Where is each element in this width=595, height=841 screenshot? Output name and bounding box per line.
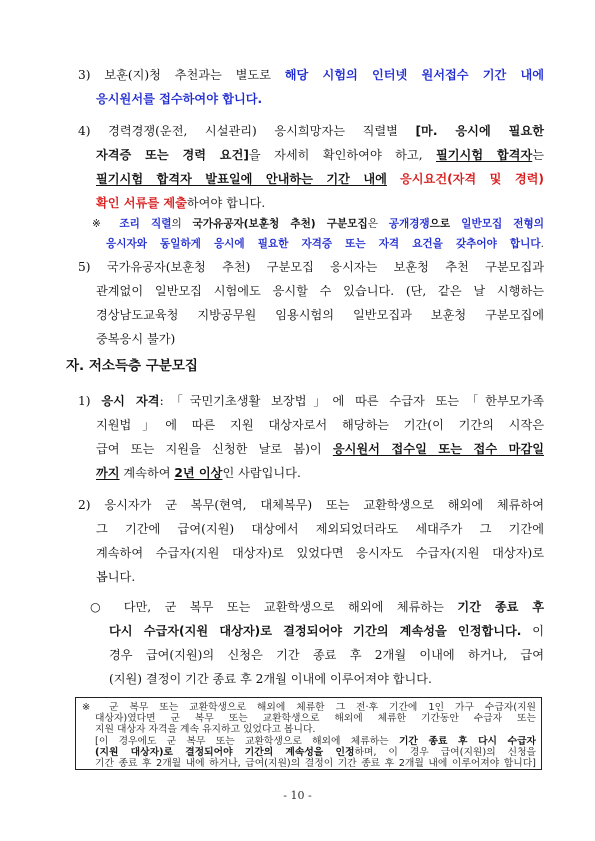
text: 기간 종료 후 2개월 내에 하거나, 급여(지원)의 결정이 기간 종료 후 2개월 내에 이루어져야 합니다] (95, 758, 536, 769)
text (387, 172, 400, 186)
bullet-line1 (90, 598, 544, 616)
text: (지원) 결정이 기간 종료 후 2개월 이내에 이루어져야 합니다. (109, 672, 432, 686)
item4-line1 (78, 122, 544, 140)
text: 인 사람입니다. (222, 466, 301, 480)
underlined-bold-text: 까지 (96, 466, 120, 480)
bold-text: 다시 수급자(지원 대상자)로 결정되어야 기간의 계속성을 인정합니다. (109, 624, 522, 638)
sub1-line2 (96, 416, 544, 434)
note-line2 (106, 236, 544, 252)
underlined-bold-text: 필기시험 합격자 발표일에 안내하는 기간 내에 (96, 172, 387, 186)
bold-text: 국가유공자(보훈청 추천) 구분모집 (192, 218, 368, 230)
text: 중복응시 불가) (96, 332, 176, 346)
bullet-line3 (109, 646, 544, 664)
text: 하여야 합니다. (186, 196, 266, 210)
text: 지원법」에 따른 지원 대상자로서 해당하는 기간(이 기간의 시작은 (96, 418, 544, 432)
bold-text: 응시 자격 (101, 394, 160, 408)
sub2-line3 (96, 544, 544, 562)
underlined-bold-text: 응시원서 접수일 또는 접수 마감일 (332, 442, 545, 456)
text: 지원 대상자 자격을 계속 유지하고 있었다고 봅니다. (95, 724, 316, 735)
reference-mark: ※ (92, 218, 109, 230)
text: 경상남도교육청 지방공무원 임용시험의 일반모집과 보훈청 구분모집에 (96, 308, 544, 322)
text: 2) 응시자가 군 복무(현역, 대체복무) 또는 교환학생으로 해외에 체류하여 (78, 498, 544, 512)
text: ※ 군 복무 또는 교환학생으로 해외에 체류한 그 전·후 기간에 1인 가구 수급자(지원 (82, 702, 536, 713)
text: 4) 경력경쟁(운전, 시설관리) 응시희망자는 직렬별 (78, 124, 416, 138)
text: 의 (171, 218, 193, 230)
box-line6 (95, 757, 536, 771)
text: ○ 다만, 군 복무 또는 교환학생으로 해외에 체류하는 (90, 600, 458, 614)
highlight-text: 조리 직렬 (108, 218, 172, 230)
bold-text: (지원 대상자)로 결정되어야 기간의 계속성을 인정 (95, 747, 355, 758)
text: 경우 급여(지원)의 신청은 기간 종료 후 2개월 이내에 하거나, 급여 (109, 648, 544, 662)
bullet-line4 (109, 670, 544, 688)
text: 급여 또는 지원을 신청한 날로 봄)이 (96, 442, 333, 456)
sub1-line4 (96, 464, 544, 482)
highlight-text: 일반모집 전형의 (461, 218, 545, 230)
underlined-bold-text: 2년 이상 (174, 466, 223, 480)
text: . (540, 238, 544, 250)
red-bold-text: 확인 서류를 제출 (96, 196, 187, 210)
text: 계속하여 (119, 466, 175, 480)
sub2-line1 (78, 496, 544, 514)
text: 5) 국가유공자(보훈청 추천) 구분모집 응시자는 보훈청 추천 구분모집과 (78, 260, 544, 274)
text: 3) 보훈(지)청 추천과는 별도로 (78, 68, 285, 82)
text: :「국민기초생활 보장법」에 따른 수급자 또는「한부모가족 (159, 394, 544, 408)
highlight-text: 해당 시험의 인터넷 원서접수 기간 내에 (284, 68, 544, 82)
text: 그 기간에 급여(지원) 대상에서 제외되었더라도 세대주가 그 기간에 (96, 522, 544, 536)
page-number: - 10 - (283, 789, 312, 802)
item4-line3 (96, 170, 544, 188)
note-line1 (92, 216, 544, 232)
underlined-bold-text: 필기시험 합격자 (436, 148, 533, 162)
item4-line4 (96, 194, 544, 212)
bold-text: 기간 종료 후 다시 수급자 (398, 736, 537, 747)
section-heading: 자. 저소득층 구분모집 (66, 358, 198, 374)
highlight-text: 응시원서를 접수하여야 합니다. (96, 92, 263, 106)
text: 대상자)였다면 군 복무 또는 교환학생으로 해외에 체류한 기간동안 수급자 또는 (95, 713, 536, 724)
bold-text: [마. 응시에 필요한 (415, 124, 544, 138)
bold-text: 으로 (429, 218, 462, 230)
bullet-line2 (109, 622, 544, 640)
item5-line3 (96, 306, 544, 324)
highlight-text: 응시자와 동일하게 응시에 필요한 자격증 또는 자격 요건을 갖추어야 합니다 (106, 238, 541, 250)
note-box (75, 697, 542, 770)
bold-text: 자격증 또는 경력 요건] (96, 148, 249, 162)
item5-line1 (78, 258, 544, 276)
text: 을 자세히 확인하여야 하고, (248, 148, 437, 162)
item4-line2 (96, 146, 544, 164)
sub1-line1 (78, 392, 544, 410)
sub1-line3 (96, 440, 544, 458)
item5-line2 (96, 282, 544, 300)
text: 계속하여 수급자(지원 대상자)로 있었다면 응시자도 수급자(지원 대상자)로 (96, 546, 544, 560)
text: 봅니다. (96, 570, 136, 584)
text: 관계없이 일반모집 시험에도 응시할 수 있습니다. (단, 같은 날 시행하는 (96, 284, 544, 298)
red-bold-text: 응시요건(자격 및 경력) (400, 172, 544, 186)
bold-text: 기간 종료 후 (457, 600, 544, 614)
item5-line4 (96, 330, 544, 348)
text: 하며, 이 경우 급여(지원)의 신청을 (354, 747, 536, 758)
highlight-text: 공개경쟁 (388, 218, 430, 230)
sub2-line4 (96, 568, 544, 586)
item3-line2 (96, 90, 544, 108)
text: [이 경우에도 군 복무 또는 교환학생으로 해외에 체류하는 (95, 736, 399, 747)
item3-line1 (78, 66, 544, 84)
text: 은 (367, 218, 389, 230)
text: 1) (78, 394, 102, 408)
sub2-line2 (96, 520, 544, 538)
text: 는 (532, 148, 545, 162)
text: 이 (521, 624, 544, 638)
